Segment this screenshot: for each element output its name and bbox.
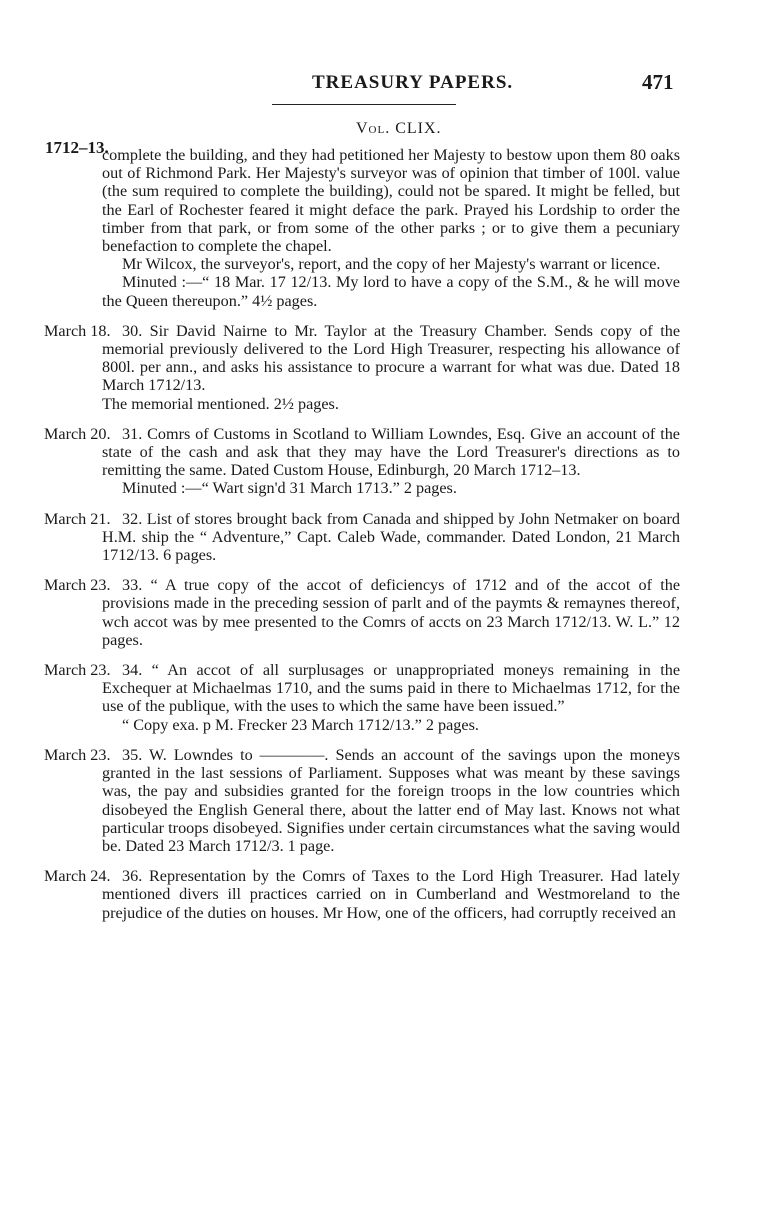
entry-number: 34. [122,661,143,680]
page-number: 471 [642,70,674,94]
entry-33 [44,576,681,649]
entry-date: March 20. [44,424,111,443]
entry-date: March 23. [44,576,111,595]
entry-number: 35. [122,745,143,764]
entry-date: March 21. [44,509,111,528]
entry-body: “ An accot of all surplusages or unappropriated moneys remaining in the Exchequer at Michaelmas 1710, and the sums paid in there to Michaelmas 1712, for the use of the publique, with the uses to which the same have been issued.” [102,661,681,716]
entry-body: W. Lowndes to ————. Sends an account of the savings upon the moneys granted in the last sessions of Parliament. Supposes what was meant by these savings was, the pay and subsidies granted for the foreign troops in the low countries which disobeyed the English General there, about the latter end of May last. Knows not what particular troops disobeyed. Signifies under certain circumstances what the saving would be. Dated 23 March 1712/3. 1 page. [102,745,680,855]
entry-number: 30. [122,321,143,340]
entry-number: 33. [122,576,143,595]
entry-text [102,661,680,716]
page-body [44,146,681,922]
continued-entry [102,146,680,310]
entry-31 [44,424,680,498]
entry-text [102,425,680,480]
entry-text [102,576,680,649]
entry-date: March 23. [44,661,111,680]
entry-text [102,510,680,565]
entry-36 [44,867,681,922]
entry-note: Minuted :—“ Wart sign'd 31 March 1713.” 2 pages. [122,479,457,498]
entry-body: “ A true copy of the accot of deficiencys of 1712 and of the accot of the provisions made in the preceding session of parlt and of the paymts & remaynes thereof, wch accot was by mee presented to the Comrs of accts on 23 March 1712/13. W. L.” 12 pages. [102,576,681,649]
header-rule [272,104,456,105]
entry-30 [44,321,680,413]
entry-text [102,867,680,922]
entry-body: Representation by the Comrs of Taxes to the Lord High Treasurer. Had lately mentioned divers ill practices carried on in Cumberland and Westmoreland to the prejudice of the duties on houses. Mr How, one of the officers, had corruptly received an [102,867,681,922]
volume-heading: Vol. CLIX. [356,120,442,137]
entry-text [102,322,680,395]
entry-34 [44,661,681,734]
entry-date: March 23. [44,745,111,764]
entry-number: 32. [122,509,143,528]
entry-note: “ Copy exa. p M. Frecker 23 March 1712/13.” 2 pages. [122,715,479,734]
entry-note: The memorial mentioned. 2½ pages. [102,394,339,413]
entry-number: 31. [122,424,143,443]
entry-35 [44,745,680,855]
entry-body: Comrs of Customs in Scotland to William Lowndes, Esq. Give an account of the state of the cash and ask that they may have the Lord Treasurer's directions as to remitting the same. Dated Custom House, Edinburgh, 20 March 1712–13. [102,424,680,480]
page-header [0,72,770,102]
entry-body: Sir David Nairne to Mr. Taylor at the Treasury Chamber. Sends copy of the memorial previously delivered to the Lord High Treasurer, respecting his allowance of 800l. per ann., and asks his assistance to procure a warrant for what was due. Dated 18 March 1712/13. [102,321,680,395]
entry-body: complete the building, and they had petitioned her Majesty to bestow upon them 80 oaks out of Richmond Park. Her Majesty's surveyor was of opinion that timber of 100l. value (the sum required to complete the building), could not be spared. It might be felled, but the Earl of Rochester feared it might deface the park. Prayed his Lordship to order the timber from that park, or from some of the other parks ; or to give them a pecuniary benefaction to complete the chapel. [102,146,680,256]
entry-body: List of stores brought back from Canada and shipped by John Netmaker on board H.M. ship the “ Adventure,” Capt. Caleb Wade, commander. Dated London, 21 March 1712/13. 6 pages. [102,509,681,565]
entry-date: March 18. [44,321,111,340]
entry-text [102,746,680,855]
year-margin-label: 1712–13. [45,138,109,157]
entry-number: 36. [122,867,143,886]
running-title: TREASURY PAPERS. [312,72,514,93]
entry-minute: Minuted :—“ 18 Mar. 17 12/13. My lord to have a copy of the S.M., & he will move the Queen thereupon.” 4½ pages. [102,273,680,310]
entry-32 [44,509,681,565]
entry-note: Mr Wilcox, the surveyor's, report, and the copy of her Majesty's warrant or licence. [122,255,661,274]
entry-date: March 24. [44,867,111,886]
